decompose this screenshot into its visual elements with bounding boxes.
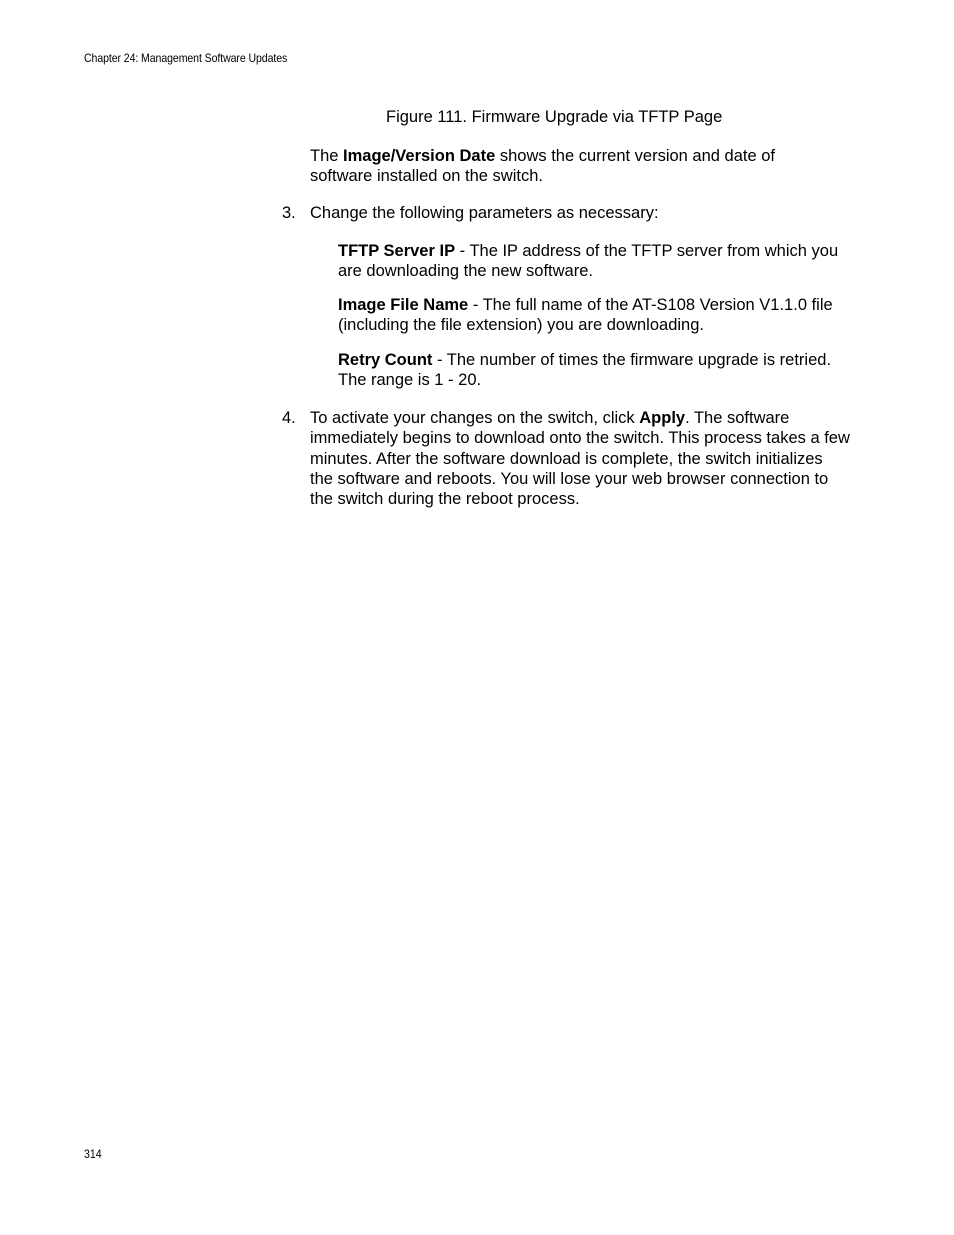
- definition-text: - The full name of the AT-S108 Version V1.1.0 file (including the file extension) you are downloading.: [338, 296, 833, 335]
- step4-text-after: . The software immediately begins to download onto the switch. This process takes a few minutes. After the software download is complete, the switch initializes the software and reboots. You will lose your web browser connection to the switch during the reboot process.: [310, 409, 850, 509]
- step-number-4: 4.: [282, 409, 296, 427]
- definition-image-file-name: [338, 295, 848, 336]
- intro-text: shows the current version and date of software installed on the switch.: [310, 147, 776, 186]
- intro-term: Image/Version Date: [343, 147, 496, 165]
- step-number-3: 3.: [282, 204, 296, 222]
- apply-term: Apply: [639, 409, 686, 427]
- step-text-3: Change the following parameters as necessary:: [310, 204, 659, 222]
- intro-paragraph: [310, 146, 830, 187]
- definition-tftp-server-ip: [338, 241, 848, 282]
- intro-prefix: The: [310, 147, 344, 165]
- step-text-4: [310, 408, 850, 509]
- definition-text: - The IP address of the TFTP server from which you are downloading the new software.: [338, 242, 839, 281]
- figure-caption: Figure 111. Firmware Upgrade via TFTP Page: [386, 108, 723, 126]
- definition-term: Retry Count: [338, 351, 433, 369]
- definition-text: - The number of times the firmware upgrade is retried. The range is 1 - 20.: [338, 351, 832, 390]
- definition-retry-count: [338, 350, 848, 391]
- chapter-header: Chapter 24: Management Software Updates: [84, 51, 288, 65]
- definition-term: TFTP Server IP: [338, 242, 456, 260]
- page-number: 314: [84, 1147, 102, 1161]
- definition-term: Image File Name: [338, 296, 469, 314]
- step4-text-before: To activate your changes on the switch, click: [310, 409, 640, 427]
